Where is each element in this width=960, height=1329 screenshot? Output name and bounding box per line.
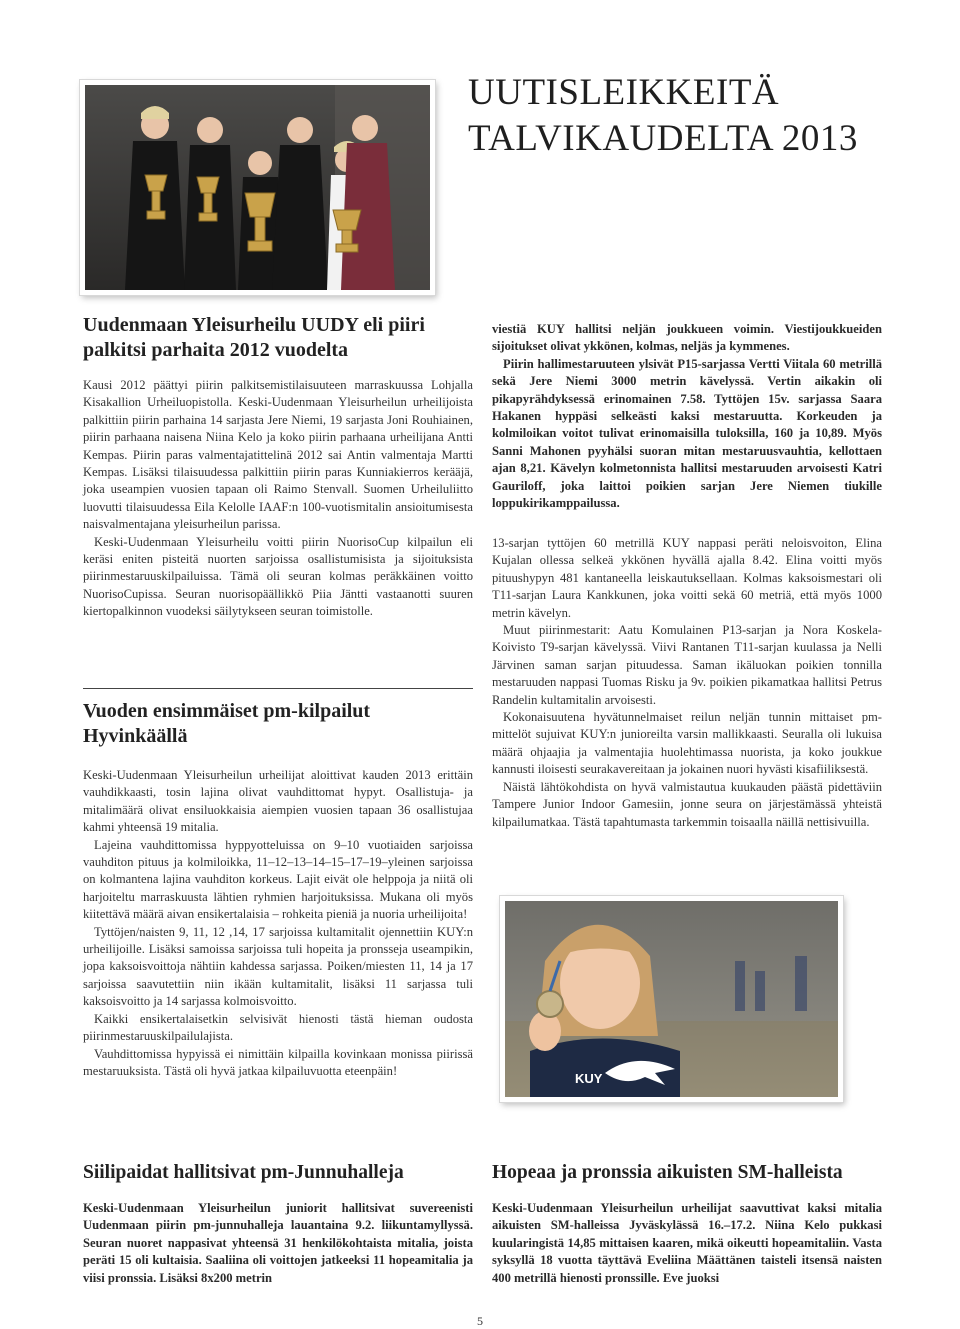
article1-heading [83,313,425,363]
article3-paragraph: Kokonaisuutena hyvätunnelmaiset reilun neljän tunnin mittaiset pm-mittelöt sujuivat KUY:n junioreilta varsin mallikkaasti. Seuralla oli lukuisa määrä ohjaajia ja valmentajia huolehtimassa nuorista, ja koko joukkue kannusti iloisesti seurakavereitaan ja jokainen nuori hyvästi kisafiiliksestä. [492,710,882,777]
shirt-logo-text: KUY [575,1071,603,1086]
article4-bold-intro [83,1200,473,1287]
article1-heading-line-1: Uudenmaan Yleisurheilu UUDY eli piiri [83,314,425,336]
article3-bold-paragraph: viestiä KUY hallitsi neljän joukkueen voimin. Viestijoukkueiden sijoitukset olivat ykkönen, kolmas, neljäs ja kymmenes. [492,322,882,354]
page-title-line-2: TALVIKAUDELTA 2013 [468,118,858,159]
article2-paragraph: Keski-Uudenmaan Yleisurheilun urheilijat aloittivat kauden 2013 erittäin vauhdikkaasti, tosin lajina olivat vauhdittomat hypyt. Osallistuja- ja mitalimäärä olivat ensiluokkaisia aiempien vuosien tapaan 36 osallistujaa kahmi yhteensä 19 mitalia. [83,768,473,835]
article5-bold-paragraph: Keski-Uudenmaan Yleisurheilun urheilijat saavuttivat kaksi mitalia aikuisten SM-halleissa Jyväskylässä 16.–17.2. Niina Kelo pukkasi kuularingistä 14,85 mittaisen kaaren, mikä oikeutti hopeamitaliin. Vasta syksyllä 18 vuotta täyttävä Eveliina Määttänen taisteli itsensä naisten 400 metrillä hienosti pronssille. Eve juoksi [492,1201,882,1285]
article2-body [83,767,473,1080]
article3-paragraph: Näistä lähtökohdista on hyvä valmistautua kuukauden päästä pidettäviin Tampere Junior Indoor Gamesiin, jonne seura on järjestämässä yhteistä kilpailumatkaa. Tästä tapahtumasta tarkemmin toisaalla näillä nettisivuilla. [492,779,882,829]
article4-heading: Siilipaidat hallitsivat pm-Junnuhalleja [83,1162,404,1183]
article1-paragraph: Kausi 2012 päättyi piirin palkitsemistilaisuuteen marraskuussa Lohjalla Kisakallion Urheiluopistolla. Keski-Uudenmaan Yleisurheilun urheilijoista palkittiin piirin parhaina 14 sarjasta Jere Niemi, 19 sarjasta Joni Rouhiainen, piirin parhaana naisena Niina Kelo ja koko piirin parhaana urheilijana Antti Kempas. Piirin paras valmentajatittelinä 2012 sai Antin valmentaja Martti Kempas. Lisäksi tilaisuudessa palkittiin piirin paras Kunniakierros kerääjä, joka useampien vuosien tapaan oli Raimo Stenvall. Suomen Urheiluliitto luovutti tilaisuudessa Eila Kelolle IAAF:n 100-vuotismitalin ansioitumisesta naisvalmentajana yleisurheilun parissa. [83,378,473,532]
article2-heading-line-2: Hyvinkäällä [83,725,188,747]
girl-medal-photo [500,896,843,1102]
article3-paragraph: Muut piirinmestarit: Aatu Komulainen P13-sarjan ja Nora Koskela-Koivisto T9-sarjan kävelyssä. Viivi Rantanen T11-sarjan kuulassa ja Nelli Järvinen saman sarjan pituudessa. Saman ikäluokan poikien tonnilla mestaruuden nappasi Tuomas Risku ja 9v. poikien pikamatkaa hallitsi Petrus Randelin kultamitalin arvoisesti. [492,623,882,707]
article2-paragraph: Kaikki ensikertalaisetkin selvisivät hienosti tästä hieman oudosta piirinmestaruuskilpailulajista. [83,1011,473,1044]
article3-paragraph: 13-sarjan tyttöjen 60 metrillä KUY nappasi peräti neloisvoiton, Elina Kujalan ollessa selkeä ykkönen hyvällä ajalla 8.42. Elina voitti myös pituushypyn 481 kantaneella leiskautuksellaan. Kolmas kaksoismestari oli T11-sarjan Laura Kankkunen, joka voitti sekä 60 metriä, että myös 1000 metrin kävelyn. [492,536,882,620]
team-trophy-photo [80,80,435,295]
page-title [468,70,908,162]
team-trophy-photo-image [85,85,430,290]
article2-paragraph: Lajeina vauhdittomissa hyppyotteluissa on 9–10 vuotiaiden sarjoissa vauhditon pituus ja kolmiloikka, 11–12–13–14–15–17–19–yleinen sarjoissa on kolmantena lajina vauhditon korkeus. Lajit eivät ole helppoja ja niitä oli harjoiteltu marraskuusta lähtien ryhmien harjoituksissa. Mukana oli myös kiitettävä määrä aivan ensikertalaisia – rohkeita pieniä ja nuoria urheilijoita! [83,837,473,922]
article2-heading-line-1: Vuoden ensimmäiset pm-kilpailut [83,700,371,722]
page-title-line-1: UUTISLEIKKEITÄ [468,72,780,113]
page-number: 5 [477,1314,483,1328]
article3-bold-paragraph: Piirin hallimestaruuteen ylsivät P15-sarjassa Vertti Viitala 60 metrillä sekä Jere Niemi 3000 metrin kävelyssä. Vertin aikakin oli pikapyrähdyksessä erinomainen 7.58. Tyttöjen 15v. sarjassa Saara Hakanen hyppäsi selkeästi kaksi mestaruutta. Korkeuden ja kolmiloikan voitot tulivat erinomaisilla tuloksilla, 160 ja 10,89. Myös Sanni Mahonen pyyhälsi suoran mitan mestaruusvauhtia, kellottaen ajan 8,21. Kävelyn kolmetonnista hallitsi mestaruuden arvoisesti Katri Gauriloff, joka laittoi poikien sarjan Jere Niemen tiukille loppukirikamppailussa. [492,356,882,511]
article2-heading [83,699,370,749]
section-divider [83,688,473,689]
article2-paragraph: Tyttöjen/naisten 9, 11, 12 ,14, 17 sarjoissa kultamitalit ojennettiin KUY:n urheilijoille. Lisäksi samoissa sarjoissa tuli hopeita ja pronsseja useampikin, jopa kaksoisvoittoja nähtiin kahdessa sarjassa. Poiken/miesten 11, 14 ja 17 sarjoissa saavutettiin niin ikään kultamitalit, lisäksi 11 sarjassa tuli kaksoisvoitto ja 14 sarjassa kolmoisvoitto. [83,924,473,1009]
article2-paragraph: Vauhdittomissa hypyissä ei nimittäin kilpailla kovinkaan monissa piirissä mestaruuksista. Tästä oli hyvä jatkaa kilpailuvuotta eteenpäin! [83,1046,473,1078]
article1-body [83,377,473,621]
girl-medal-photo-image [505,901,838,1097]
article5-heading: Hopeaa ja pronssia aikuisten SM-halleista [492,1162,843,1183]
article3-body [492,535,882,831]
article5-bold-intro [492,1200,882,1287]
article3-bold-intro [492,321,882,512]
article4-bold-paragraph: Keski-Uudenmaan Yleisurheilun juniorit hallitsivat suvereenisti Uudenmaan piirin pm-junnuhalleja lauantaina 9.2. liikuntamyllyssä. Seuran nuoret nappasivat yhteensä 31 henkilökohtaista mitalia, joista peräti 15 oli kultaisia. Saaliina oli voittojen jatkeeksi 11 hopeamitalia ja viisi pronssia. Lisäksi 8x200 metrin [83,1201,473,1285]
article1-paragraph: Keski-Uudenmaan Yleisurheilu voitti piirin NuorisoCup kilpailun eli keräsi eniten pisteitä nuorten sarjoissa osallistumisista ja sijoituksista piirinmestaruuskilpailuissa. Tämä oli seuran kolmas peräkkäinen voitto NuorisoCupissa. Seuran nuorisopäällikkö Piia Jäntti vastaanotti suuren kiertopalkinnon vuodeksi säilytykseen seuran toimistolle. [83,534,473,619]
article1-heading-line-2: palkitsi parhaita 2012 vuodelta [83,339,349,361]
